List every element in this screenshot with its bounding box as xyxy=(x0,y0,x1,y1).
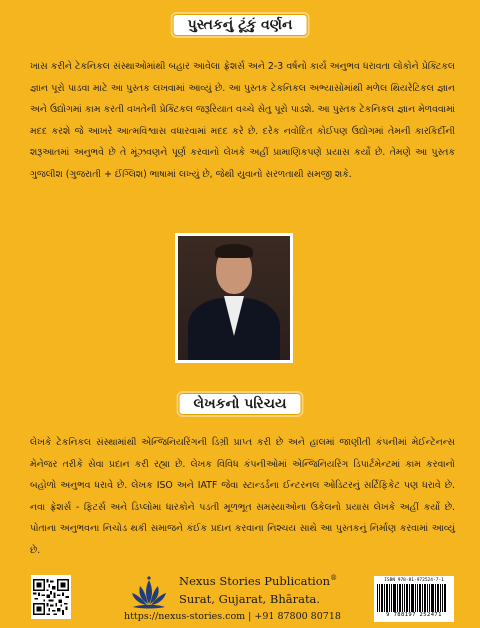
barcode-digits: 9 788197 252471 xyxy=(386,612,442,618)
publisher-phone: +91 87800 80718 xyxy=(254,611,341,622)
isbn-barcode xyxy=(374,576,454,622)
publisher-name: Nexus Stories Publication® xyxy=(179,574,338,588)
isbn-label: ISBN 978-81-972524-7-1 xyxy=(384,578,444,583)
author-photo xyxy=(175,233,293,363)
lotus-logo-icon xyxy=(129,576,169,612)
description-paragraph: ખાસ કરીને ટેકનિકલ સંસ્થાઓમાંથી બહાર આવેલા ફ્રેશર્સ અને 2-3 વર્ષનો કાર્ય અનુભવ ધરાવતા લોકોને પ્રેક્ટિકલ જ્ઞાન પૂરો પાડવા માટે આ પુસ્તક લખવામાં આવ્યું છે. આ પુસ્તક ટેકનિકલ અભ્યાસોમાંથી મળેલ થિયરેટિકલ જ્ઞાન અને ઉદ્યોગમાં કામ કરતી વખતેની પ્રેક્ટિકલ જરૂરિયાત વચ્ચે સેતુ પૂરો પાડશે. આ પુસ્તક ટેકનિકલ જ્ઞાન મેળવવામાં મદદ કરશે જે આખરે આત્મવિશ્વાસ વધારવામાં મદદ કરે છે. દરેક નવોદિત કોઈપણ ઉદ્યોગમાં તેમની કારકિર્દીની શરૂઆતમાં અનુભવે છે તે મૂંઝવણને પૂર્ણ કરવાનો લેખકે અહીં પ્રામાણિકપણે પ્રયાસ કર્યો છે. તેમણે આ પુસ્તક ગુજલીશ (ગુજરાતી + ઈંગ્લિશ) ભાષામાં લખ્યું છે, જેથી યુવાનો સરળતાથી સમજી શકે. xyxy=(30,61,455,180)
publisher-contact xyxy=(124,611,341,622)
contact-separator: | xyxy=(248,611,252,622)
qr-code-icon xyxy=(31,575,71,619)
publisher-website[interactable]: https://nexus-stories.com xyxy=(124,611,246,622)
author-title: લેખકનો પરિચય xyxy=(179,393,302,415)
author-paragraph: લેખકે ટેકનિકલ સંસ્થામાંથી એન્જિનિયરિંગની ડિગ્રી પ્રાપ્ત કરી છે અને હાલમાં જાણીતી કંપનીમાં મેઈન્ટેનન્સ મેનેજર તરીકે સેવા પ્રદાન કરી રહ્યા છે. લેખક વિવિધ કંપનીઓમાં એન્જિનિયરિંગ ડિપાર્ટમેન્ટમાં કામ કરવાનો બહોળો અનુભવ ધરાવે છે. લેખક ISO અને IATF જેવા સ્ટાન્ડર્ડના ઈન્ટરનલ ઓડિટરનું સર્ટિફિકેટ પણ ધરાવે છે. નવા ફ્રેશર્સ - ફિટર્સ અને ડિપ્લોમા ધારકોને પડતી મૂળભૂત સમસ્યાઓના ઉકેલનો પ્રયાસ લેખકે અહીં કર્યો છે. પોતાના અનુભવના નિચોડ થકી સમાજને કંઈક પ્રદાન કરવાના નિશ્ચય સાથે આ પુસ્તકનું નિર્માણ કરવામાં આવ્યું છે. xyxy=(30,437,455,556)
barcode-bars xyxy=(377,584,451,612)
publisher-place: Surat, Gujarat, Bhārata. xyxy=(179,592,321,606)
description-title: પુસ્તકનું ટૂંકું વર્ણન xyxy=(173,14,308,36)
